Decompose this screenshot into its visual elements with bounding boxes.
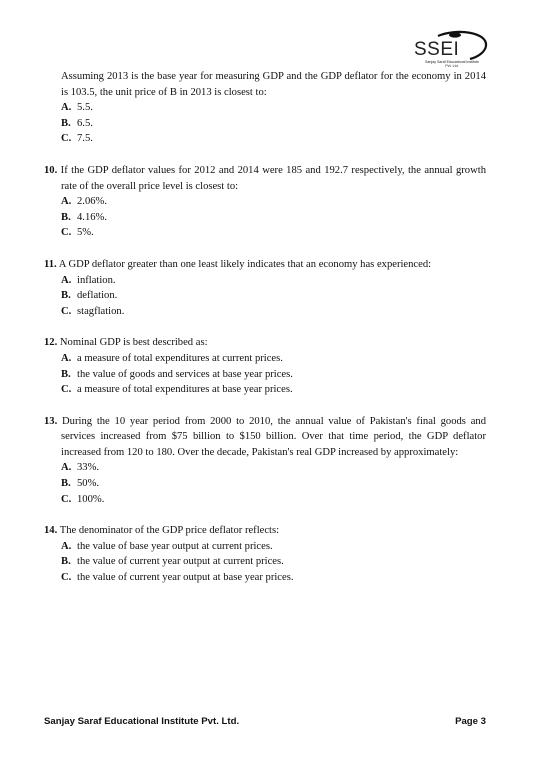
option-label: A. [61, 102, 72, 114]
option-text: 5.5. [77, 102, 93, 114]
option-label: B. [61, 478, 71, 490]
option-text: a measure of total expenditures at base year prices. [77, 384, 293, 396]
question-11 [44, 257, 486, 319]
option-label: C. [61, 133, 72, 145]
question-11-option-a [44, 273, 486, 289]
option-label: C. [61, 305, 72, 317]
question-12-option-c [44, 382, 486, 398]
footer-page-number: Page 3 [455, 716, 486, 727]
question-text: A GDP deflator greater than one least likely indicates that an economy has experienced: [58, 258, 432, 270]
question-12 [44, 335, 486, 397]
question-14-option-b [44, 554, 486, 570]
option-text: deflation. [77, 290, 118, 302]
question-11-option-c [44, 304, 486, 320]
question-10-option-a [44, 194, 486, 210]
question-13-stem [44, 414, 486, 461]
option-text: a measure of total expenditures at current prices. [77, 352, 283, 364]
question-text: During the 10 year period from 2000 to 2010, the annual value of Pakistan's final goods and services increased from $75 billion to $150 billion. Over that time period, the GDP deflator increased from 120 to 180. Over the decade, Pakistan's real GDP increased by approximately: [61, 415, 486, 458]
option-label: B. [61, 211, 71, 223]
question-10-option-b [44, 210, 486, 226]
option-label: B. [61, 368, 71, 380]
question-10-stem [44, 163, 486, 194]
question-14-option-a [44, 539, 486, 555]
question-10-option-c [44, 225, 486, 241]
question-9 [44, 69, 486, 147]
question-9-option-c [44, 131, 486, 147]
question-number: 10. [44, 164, 58, 176]
question-13-option-a [44, 460, 486, 476]
option-label: A. [61, 540, 72, 552]
question-11-stem [44, 257, 486, 273]
option-text: 4.16%. [77, 211, 108, 223]
question-14-option-c [44, 570, 486, 586]
question-14 [44, 523, 486, 585]
option-label: A. [61, 196, 72, 208]
question-13-option-c [44, 492, 486, 508]
option-label: A. [61, 352, 72, 364]
question-number: 14. [44, 525, 58, 537]
page-footer [44, 716, 486, 727]
option-label: C. [61, 572, 72, 584]
question-13-option-b [44, 476, 486, 492]
option-label: C. [61, 493, 72, 505]
option-text: the value of goods and services at base year prices. [77, 368, 293, 380]
option-text: the value of base year output at current prices. [77, 540, 273, 552]
option-text: 2.06%. [77, 196, 108, 208]
question-number: 13. [44, 415, 58, 427]
question-9-option-a [44, 100, 486, 116]
option-label: B. [61, 556, 71, 568]
question-number: 12. [44, 337, 58, 349]
question-10 [44, 163, 486, 241]
option-text: 5%. [77, 227, 94, 239]
question-13 [44, 414, 486, 508]
option-text: the value of current year output at base year prices. [77, 572, 294, 584]
question-12-stem [44, 335, 486, 351]
option-text: 6.5. [77, 117, 93, 129]
question-content [44, 69, 486, 586]
question-9-stem: Assuming 2013 is the base year for measuring GDP and the GDP deflator for the economy in 2014 is 103.5, the unit price of B in 2013 is closest to: [61, 71, 486, 98]
option-label: B. [61, 117, 71, 129]
option-label: B. [61, 290, 71, 302]
question-11-option-b [44, 288, 486, 304]
question-12-option-b [44, 367, 486, 383]
question-number: 11. [44, 258, 57, 270]
option-text: 100%. [77, 493, 105, 505]
option-label: A. [61, 274, 72, 286]
option-text: 7.5. [77, 133, 93, 145]
logo-subtitle: Sanjay Saraf Educational Institute Pvt. Ltd. [425, 60, 479, 68]
option-label: C. [61, 227, 72, 239]
footer-company: Sanjay Saraf Educational Institute Pvt. Ltd. [44, 716, 240, 727]
question-14-stem [44, 523, 486, 539]
question-12-option-a [44, 351, 486, 367]
option-label: A. [61, 462, 72, 474]
question-text: The denominator of the GDP price deflator reflects: [59, 525, 280, 537]
question-text: Nominal GDP is best described as: [59, 337, 208, 349]
option-text: stagflation. [77, 305, 125, 317]
question-9-option-b [44, 116, 486, 132]
option-text: inflation. [77, 274, 116, 286]
ssei-logo [408, 30, 490, 70]
option-text: 33%. [77, 462, 100, 474]
option-label: C. [61, 384, 72, 396]
question-text: If the GDP deflator values for 2012 and 2014 were 185 and 192.7 respectively, the annual growth rate of the overall price level is closest to: [60, 164, 486, 192]
option-text: 50%. [77, 478, 100, 490]
option-text: the value of current year output at current prices. [77, 556, 284, 568]
logo-text: SSEI [414, 39, 460, 60]
